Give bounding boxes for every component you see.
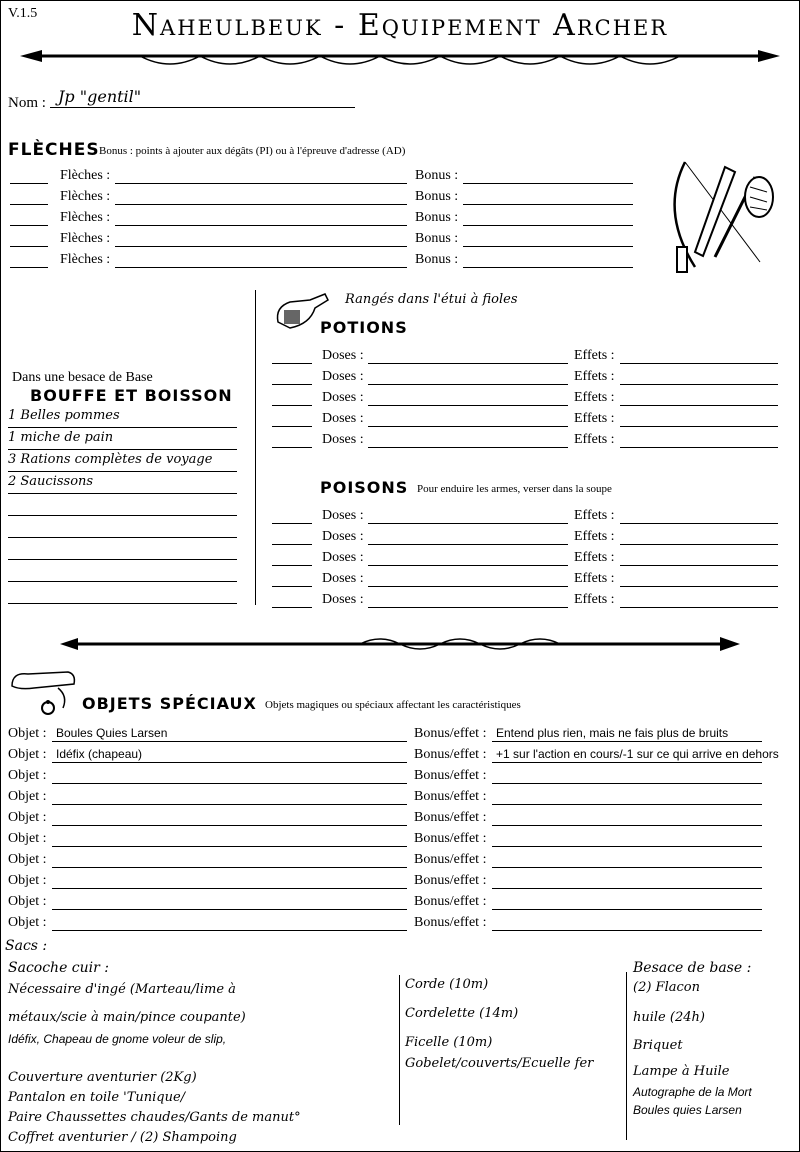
- sacs-divider-left: [399, 975, 400, 1125]
- potion-qty-line[interactable]: [272, 363, 312, 364]
- poison-effects-label: Effets :: [574, 529, 615, 544]
- objet-label: Objet :: [8, 789, 47, 804]
- poison-doses-label: Doses :: [322, 508, 364, 523]
- sacs-divider-right: [626, 972, 627, 1140]
- poison-doses-line[interactable]: [368, 544, 568, 545]
- potion-qty-line[interactable]: [272, 405, 312, 406]
- bouffe-line: [8, 581, 237, 582]
- fleches-qty-line[interactable]: [10, 183, 48, 184]
- potion-doses-line[interactable]: [368, 447, 568, 448]
- poison-effects-line[interactable]: [620, 544, 778, 545]
- objet-label: Objet :: [8, 747, 47, 762]
- potion-qty-line[interactable]: [272, 447, 312, 448]
- objet-line: [52, 825, 407, 826]
- section-divider-vertical: [255, 290, 256, 605]
- scroll-ring-icon: [8, 668, 78, 716]
- objet-line: [52, 762, 407, 763]
- fleches-bonus-label: Bonus :: [415, 168, 459, 183]
- bonus-effet-value[interactable]: +1 sur l'action en cours/-1 sur ce qui arrive en dehors: [496, 747, 779, 761]
- poison-effects-line[interactable]: [620, 586, 778, 587]
- objet-line: [52, 930, 407, 931]
- poison-effects-label: Effets :: [574, 592, 615, 607]
- fleches-bonus-line[interactable]: [463, 204, 633, 205]
- bonus-effet-line: [492, 888, 762, 889]
- objet-value[interactable]: Boules Quies Larsen: [56, 726, 168, 740]
- fleches-bonus-label: Bonus :: [415, 231, 459, 246]
- poison-doses-line[interactable]: [368, 565, 568, 566]
- sacoche-line[interactable]: métaux/scie à main/pince coupante): [8, 1010, 246, 1025]
- bouffe-line: [8, 515, 237, 516]
- bouffe-note: Dans une besace de Base: [12, 370, 153, 385]
- objet-line: [52, 846, 407, 847]
- sacoche-line[interactable]: Paire Chaussettes chaudes/Gants de manut°: [8, 1110, 301, 1125]
- poison-doses-label: Doses :: [322, 592, 364, 607]
- poison-doses-label: Doses :: [322, 529, 364, 544]
- fleches-qty-line[interactable]: [10, 204, 48, 205]
- sacoche-title: Sacoche cuir :: [8, 960, 109, 976]
- poison-effects-line[interactable]: [620, 607, 778, 608]
- poison-qty-line[interactable]: [272, 607, 312, 608]
- potion-effects-line[interactable]: [620, 426, 778, 427]
- objet-line: [52, 783, 407, 784]
- bouffe-item[interactable]: 2 Saucissons: [8, 474, 94, 489]
- potion-doses-label: Doses :: [322, 348, 364, 363]
- sacs-title: Sacs :: [5, 938, 48, 954]
- poison-qty-line[interactable]: [272, 586, 312, 587]
- potion-doses-line[interactable]: [368, 384, 568, 385]
- bouffe-line: [8, 493, 237, 494]
- bonus-effet-value[interactable]: Entend plus rien, mais ne fais plus de bruits: [496, 726, 729, 740]
- potion-effects-label: Effets :: [574, 348, 615, 363]
- fleches-label: Flèches :: [60, 168, 111, 183]
- middle-line[interactable]: Corde (10m): [405, 977, 489, 992]
- besace-line[interactable]: Autographe de la Mort: [633, 1085, 752, 1099]
- version-label: V.1.5: [8, 6, 38, 21]
- name-value[interactable]: Jp "gentil": [58, 87, 142, 106]
- potion-doses-label: Doses :: [322, 432, 364, 447]
- spear-divider-top-icon: [20, 44, 780, 72]
- bouffe-line: [8, 559, 237, 560]
- potion-effects-label: Effets :: [574, 390, 615, 405]
- bonus-effet-line: [492, 825, 762, 826]
- bonus-effet-label: Bonus/effet :: [414, 810, 487, 825]
- potion-effects-label: Effets :: [574, 411, 615, 426]
- besace-line[interactable]: huile (24h): [633, 1010, 705, 1025]
- bouffe-item[interactable]: 1 miche de pain: [8, 430, 114, 445]
- objet-line: [52, 741, 407, 742]
- objet-label: Objet :: [8, 810, 47, 825]
- objet-label: Objet :: [8, 873, 47, 888]
- objets-title: OBJETS SPÉCIAUX: [82, 694, 257, 713]
- poison-qty-line[interactable]: [272, 565, 312, 566]
- bonus-effet-line: [492, 909, 762, 910]
- bouffe-line: [8, 449, 237, 450]
- bonus-effet-label: Bonus/effet :: [414, 747, 487, 762]
- middle-line[interactable]: Ficelle (10m): [405, 1035, 493, 1050]
- bonus-effet-label: Bonus/effet :: [414, 852, 487, 867]
- bouffe-item[interactable]: 1 Belles pommes: [8, 408, 120, 423]
- objet-line: [52, 804, 407, 805]
- sacoche-line[interactable]: Idéfix, Chapeau de gnome voleur de slip,: [8, 1032, 227, 1046]
- fleches-bonus-line[interactable]: [463, 183, 633, 184]
- middle-line[interactable]: Gobelet/couverts/Ecuelle fer: [405, 1056, 594, 1071]
- fleches-qty-line[interactable]: [10, 246, 48, 247]
- poison-effects-line[interactable]: [620, 565, 778, 566]
- bonus-effet-label: Bonus/effet :: [414, 789, 487, 804]
- weapons-illustration-icon: [655, 152, 785, 277]
- potion-doses-label: Doses :: [322, 369, 364, 384]
- potion-qty-line[interactable]: [272, 384, 312, 385]
- objet-line: [52, 888, 407, 889]
- fleches-qty-line[interactable]: [10, 267, 48, 268]
- bonus-effet-label: Bonus/effet :: [414, 726, 487, 741]
- bouffe-line: [8, 427, 237, 428]
- sacoche-line[interactable]: Coffret aventurier / (2) Shampoing: [8, 1130, 237, 1145]
- fleches-qty-line[interactable]: [10, 225, 48, 226]
- potion-effects-line[interactable]: [620, 447, 778, 448]
- poison-doses-label: Doses :: [322, 550, 364, 565]
- potion-effects-line[interactable]: [620, 363, 778, 364]
- potions-note: Rangés dans l'étui à fioles: [345, 292, 518, 307]
- fleches-bonus-label: Bonus :: [415, 189, 459, 204]
- besace-line[interactable]: Boules quies Larsen: [633, 1103, 742, 1117]
- besace-line[interactable]: (2) Flacon: [633, 980, 700, 995]
- poison-effects-label: Effets :: [574, 571, 615, 586]
- potion-doses-line[interactable]: [368, 426, 568, 427]
- bonus-effet-label: Bonus/effet :: [414, 915, 487, 930]
- objet-label: Objet :: [8, 894, 47, 909]
- fleches-name-line[interactable]: [115, 225, 407, 226]
- fleches-name-line[interactable]: [115, 267, 407, 268]
- fleches-subtitle: Bonus : points à ajouter aux dégâts (PI) ou à l'épreuve d'adresse (AD): [99, 145, 406, 157]
- bonus-effet-line: [492, 930, 762, 931]
- objet-label: Objet :: [8, 768, 47, 783]
- bouffe-line: [8, 537, 237, 538]
- fleches-label: Flèches :: [60, 210, 111, 225]
- bonus-effet-label: Bonus/effet :: [414, 873, 487, 888]
- potion-doses-label: Doses :: [322, 411, 364, 426]
- besace-line[interactable]: Lampe à Huile: [633, 1064, 730, 1079]
- potion-effects-label: Effets :: [574, 369, 615, 384]
- bouffe-line: [8, 471, 237, 472]
- bouffe-title: BOUFFE ET BOISSON: [30, 386, 233, 405]
- fleches-label: Flèches :: [60, 189, 111, 204]
- besace-line[interactable]: Briquet: [633, 1038, 683, 1053]
- objet-line: [52, 909, 407, 910]
- objet-label: Objet :: [8, 915, 47, 930]
- sacoche-line[interactable]: Pantalon en toile 'Tunique/: [8, 1090, 186, 1105]
- name-line: [50, 107, 355, 108]
- name-label: Nom :: [8, 95, 46, 111]
- poisons-title: POISONS: [320, 478, 409, 497]
- potion-doses-line[interactable]: [368, 405, 568, 406]
- bonus-effet-line: [492, 783, 762, 784]
- bonus-effet-label: Bonus/effet :: [414, 831, 487, 846]
- poison-doses-label: Doses :: [322, 571, 364, 586]
- besace-title: Besace de base :: [633, 960, 752, 976]
- fleches-bonus-label: Bonus :: [415, 210, 459, 225]
- bouffe-item[interactable]: 3 Rations complètes de voyage: [8, 452, 213, 467]
- potion-doses-label: Doses :: [322, 390, 364, 405]
- fleches-label: Flèches :: [60, 252, 111, 267]
- bouffe-line: [8, 603, 237, 604]
- fleches-bonus-label: Bonus :: [415, 252, 459, 267]
- fleches-name-line[interactable]: [115, 246, 407, 247]
- fleches-bonus-line[interactable]: [463, 267, 633, 268]
- objet-label: Objet :: [8, 831, 47, 846]
- potion-qty-line[interactable]: [272, 426, 312, 427]
- poison-doses-line[interactable]: [368, 607, 568, 608]
- poison-effects-label: Effets :: [574, 550, 615, 565]
- bonus-effet-line: [492, 867, 762, 868]
- sacoche-line[interactable]: Nécessaire d'ingé (Marteau/lime à: [8, 982, 236, 997]
- objet-value[interactable]: Idéfix (chapeau): [56, 747, 143, 761]
- potion-doses-line[interactable]: [368, 363, 568, 364]
- fleches-name-line[interactable]: [115, 204, 407, 205]
- potion-effects-line[interactable]: [620, 384, 778, 385]
- objet-label: Objet :: [8, 726, 47, 741]
- poison-doses-line[interactable]: [368, 586, 568, 587]
- poison-qty-line[interactable]: [272, 544, 312, 545]
- middle-line[interactable]: Cordelette (14m): [405, 1006, 519, 1021]
- poison-doses-line[interactable]: [368, 523, 568, 524]
- fleches-bonus-line[interactable]: [463, 246, 633, 247]
- fleches-title: FLÈCHES: [8, 140, 100, 160]
- page-title: Naheulbeuk - Equipement Archer: [131, 8, 669, 43]
- bonus-effet-label: Bonus/effet :: [414, 894, 487, 909]
- fleches-label: Flèches :: [60, 231, 111, 246]
- bonus-effet-line: [492, 762, 762, 763]
- potion-effects-label: Effets :: [574, 432, 615, 447]
- bonus-effet-line: [492, 804, 762, 805]
- poison-effects-label: Effets :: [574, 508, 615, 523]
- potions-title: POTIONS: [320, 318, 408, 337]
- objets-subtitle: Objets magiques ou spéciaux affectant les caractéristiques: [265, 699, 521, 711]
- potion-effects-line[interactable]: [620, 405, 778, 406]
- spear-divider-middle-icon: [60, 632, 740, 660]
- poison-effects-line[interactable]: [620, 523, 778, 524]
- fleches-name-line[interactable]: [115, 183, 407, 184]
- poison-qty-line[interactable]: [272, 523, 312, 524]
- objet-line: [52, 867, 407, 868]
- bonus-effet-label: Bonus/effet :: [414, 768, 487, 783]
- objet-label: Objet :: [8, 852, 47, 867]
- bonus-effet-line: [492, 846, 762, 847]
- sacoche-line[interactable]: Couverture aventurier (2Kg): [8, 1070, 197, 1085]
- fleches-bonus-line[interactable]: [463, 225, 633, 226]
- bonus-effet-line: [492, 741, 762, 742]
- poisons-subtitle: Pour enduire les armes, verser dans la soupe: [417, 483, 612, 495]
